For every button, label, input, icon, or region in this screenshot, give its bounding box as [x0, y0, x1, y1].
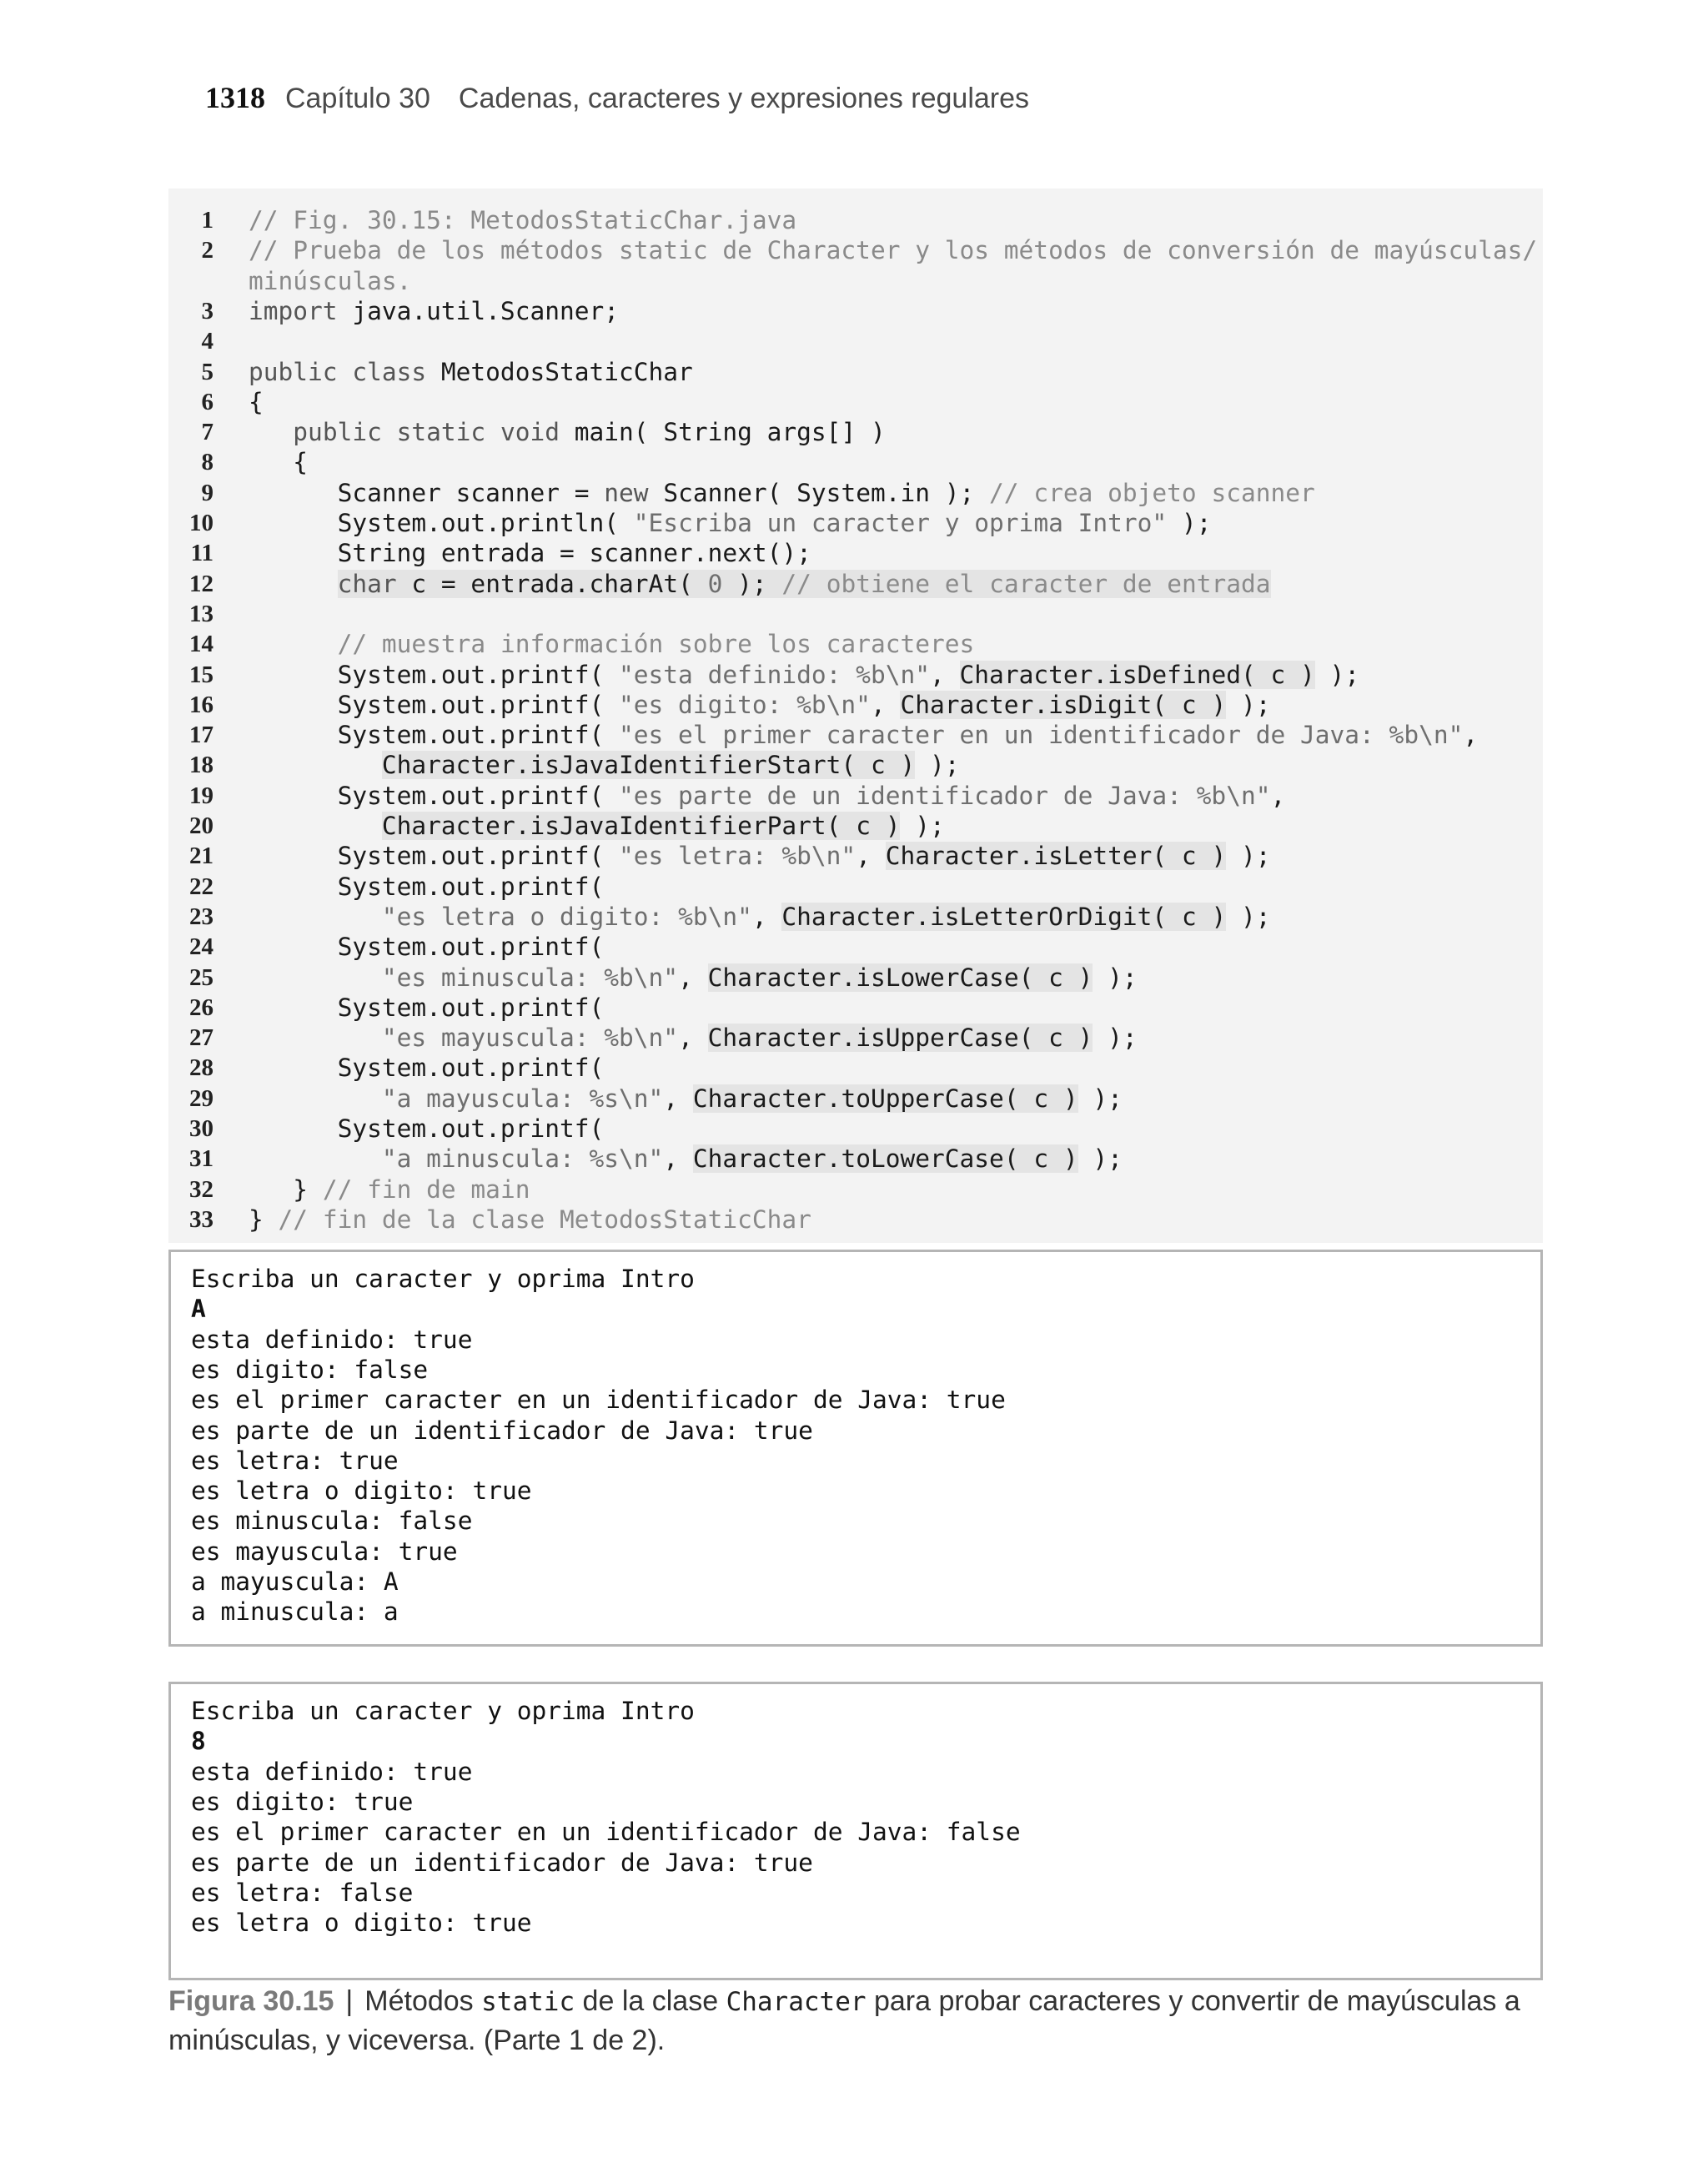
code-token: System.out.printf(: [249, 690, 620, 719]
line-code: [249, 841, 1271, 871]
line-number: 33: [189, 1205, 214, 1233]
figure-caption: [168, 1982, 1553, 2060]
code-line: [168, 1053, 1543, 1083]
output-line: Escriba un caracter y oprima Intro: [191, 1265, 695, 1293]
code-line: [168, 296, 1543, 326]
code-line: [168, 417, 1543, 447]
line-code: [249, 811, 945, 841]
code-token: [249, 418, 293, 446]
code-token: "es el primer caracter en un identificador de Java: %b\n": [619, 721, 1464, 750]
code-token: [249, 751, 382, 779]
line-number: 16: [189, 691, 214, 718]
code-line: [168, 993, 1543, 1023]
output-line: es el primer caracter en un identificador de Java: false: [191, 1818, 1021, 1847]
line-number: 19: [189, 782, 214, 809]
line-code: [249, 387, 264, 417]
code-token: System.out.printf(: [249, 933, 605, 962]
code-token: System.out.printf(: [249, 842, 620, 871]
code-token: );: [1226, 902, 1271, 931]
code-line: [168, 357, 1543, 387]
code-token: );: [1226, 690, 1271, 719]
code-token: 0: [707, 569, 723, 598]
code-token: [249, 963, 382, 992]
code-token: "es parte de un identificador de Java: %b\n": [619, 781, 1271, 810]
output-line: a mayuscula: A: [191, 1567, 399, 1596]
line-number: 31: [189, 1145, 214, 1173]
caption-text: para probar caracteres y convertir de mayúsculas a minúsculas, y viceversa. (Parte 1 de 2).: [168, 1985, 1520, 2056]
code-token: c = entrada.charAt(: [411, 569, 708, 598]
code-token: );: [1226, 842, 1271, 871]
caption-code-static: static: [481, 1987, 575, 2017]
code-token: [249, 812, 382, 840]
code-token: "a minuscula: %s\n": [381, 1144, 664, 1174]
line-number: 5: [201, 358, 214, 385]
code-line: [168, 872, 1543, 902]
code-token: System.out.printf(: [249, 1114, 605, 1143]
code-token: ,: [751, 902, 782, 931]
code-line: [168, 811, 1543, 841]
code-token: Character.isLetter( c ): [885, 842, 1227, 871]
line-number: 26: [189, 993, 214, 1021]
code-line: [168, 1114, 1543, 1144]
chapter-title: Cadenas, caracteres y expresiones regulares: [458, 83, 1030, 114]
code-token: Character.isDigit( c ): [900, 690, 1227, 719]
line-code: [249, 720, 1478, 750]
code-token: );: [900, 812, 945, 840]
code-token: Character.isJavaIdentifierStart( c ): [381, 751, 916, 780]
code-token: "Escriba un caracter y oprima Intro": [633, 509, 1168, 537]
code-listing: [168, 189, 1543, 1243]
line-number: 6: [201, 388, 214, 415]
code-token: );: [1093, 1024, 1138, 1053]
line-code: [249, 963, 1138, 993]
code-token: ,: [663, 1144, 693, 1174]
code-token: Character.isDefined( c ): [959, 660, 1315, 689]
program-output-1: [168, 1250, 1543, 1647]
code-token: // muestra información sobre los caracteres: [337, 630, 975, 659]
code-line: [168, 1175, 1543, 1205]
code-token: );: [915, 751, 960, 780]
code-token: Character.toLowerCase( c ): [692, 1144, 1078, 1174]
line-code: [249, 781, 1285, 811]
line-number: 17: [189, 722, 214, 749]
line-number: 15: [189, 661, 214, 688]
code-token: );: [1078, 1144, 1123, 1174]
code-token: Scanner( System.in );: [663, 478, 990, 507]
code-token: ,: [678, 963, 708, 992]
line-code: [249, 690, 1271, 720]
code-line: [168, 660, 1543, 690]
line-code: [249, 1144, 1123, 1174]
line-number: 14: [189, 631, 214, 658]
line-code: [249, 417, 886, 447]
code-token: ,: [678, 1024, 708, 1053]
line-number: 8: [201, 449, 214, 476]
code-token: System.out.printf(: [249, 1054, 605, 1083]
line-code: [249, 357, 693, 387]
code-line: [168, 963, 1543, 993]
line-number: 30: [189, 1115, 214, 1142]
code-line: [168, 205, 1543, 235]
code-token: );: [1093, 963, 1138, 992]
code-line: [168, 1023, 1543, 1053]
line-code: [249, 447, 308, 477]
user-input-line: A: [191, 1295, 206, 1324]
page-number: 1318: [205, 81, 265, 114]
code-token: // crea objeto scanner: [989, 478, 1315, 507]
code-token: );: [1167, 509, 1212, 537]
code-token: char: [337, 569, 412, 598]
code-line: [168, 326, 1543, 356]
code-token: "es letra o digito: %b\n": [381, 902, 752, 931]
code-token: ,: [930, 660, 960, 689]
output-line: es minuscula: false: [191, 1506, 473, 1536]
output-line: es parte de un identificador de Java: true: [191, 1848, 813, 1877]
code-line: [168, 750, 1543, 780]
line-number: 24: [189, 933, 214, 961]
output-line: es letra: true: [191, 1446, 399, 1475]
code-token: [249, 630, 338, 658]
line-number: 3: [201, 297, 214, 324]
line-code: [249, 538, 811, 568]
code-line: [168, 447, 1543, 477]
code-token: );: [1078, 1084, 1123, 1113]
code-token: java.util.Scanner;: [352, 296, 620, 325]
line-number: 13: [189, 600, 214, 627]
line-number: 23: [189, 903, 214, 930]
output-line: es el primer caracter en un identificador de Java: true: [191, 1386, 1006, 1415]
code-line: [168, 266, 1543, 296]
caption-text: de la clase: [575, 1985, 726, 2017]
code-line: [168, 841, 1543, 871]
line-number: 28: [189, 1054, 214, 1082]
line-code: [249, 205, 796, 235]
output-line: es letra: false: [191, 1878, 414, 1907]
line-code: [249, 478, 1315, 508]
output-line: esta definido: true: [191, 1325, 473, 1354]
code-token: System.out.printf(: [249, 721, 620, 750]
figure-label: Figura 30.15: [168, 1985, 334, 2017]
code-line: [168, 599, 1543, 629]
code-token: Character.isUpperCase( c ): [707, 1024, 1093, 1053]
code-token: [249, 1084, 382, 1113]
code-token: ,: [663, 1084, 693, 1113]
code-token: }: [249, 1175, 323, 1204]
line-code: [249, 235, 1537, 265]
line-code: [249, 1053, 604, 1083]
code-line: [168, 235, 1543, 265]
code-line: [168, 508, 1543, 538]
line-code: [249, 1023, 1138, 1053]
code-token: Scanner scanner =: [249, 478, 605, 507]
line-code: [249, 296, 619, 326]
line-code: [249, 902, 1271, 932]
output-line: es digito: true: [191, 1787, 414, 1816]
code-token: [249, 1024, 382, 1052]
code-token: }: [249, 1205, 279, 1234]
code-token: [249, 1144, 382, 1173]
code-token: System.out.printf(: [249, 993, 605, 1022]
line-number: 18: [189, 752, 214, 779]
line-code: [249, 872, 604, 902]
line-number: 25: [189, 963, 214, 991]
code-line: [168, 387, 1543, 417]
code-token: "a mayuscula: %s\n": [381, 1084, 664, 1113]
code-line: [168, 478, 1543, 508]
output-line: es digito: false: [191, 1355, 429, 1384]
code-token: [249, 570, 338, 598]
code-token: ,: [870, 690, 901, 719]
line-number: 10: [189, 510, 214, 536]
line-code: [249, 1084, 1123, 1114]
code-line: [168, 932, 1543, 962]
line-code: [249, 629, 974, 659]
output-line: es mayuscula: true: [191, 1537, 458, 1566]
line-code: [249, 569, 1271, 599]
code-line: [168, 1144, 1543, 1174]
page-header: [205, 80, 1029, 115]
code-line: [168, 629, 1543, 659]
caption-separator: |: [345, 1985, 354, 2017]
code-token: main( String args[] ): [574, 418, 886, 447]
code-token: ,: [856, 842, 886, 871]
line-number: 11: [190, 540, 214, 567]
code-token: {: [249, 387, 264, 416]
output-line: es parte de un identificador de Java: true: [191, 1416, 813, 1445]
line-number: 1: [201, 207, 214, 234]
code-token: // fin de main: [322, 1175, 530, 1204]
line-number: 32: [189, 1175, 214, 1203]
line-number: 22: [189, 873, 214, 900]
output-line: es letra o digito: true: [191, 1476, 532, 1506]
code-token: Character.isJavaIdentifierPart( c ): [381, 812, 901, 840]
code-token: "es mayuscula: %b\n": [381, 1024, 679, 1053]
code-token: [249, 903, 382, 931]
user-input-line: 8: [191, 1727, 206, 1756]
code-token: // obtiene el caracter de entrada: [781, 569, 1271, 598]
line-number: 29: [189, 1084, 214, 1112]
code-token: new: [604, 478, 664, 507]
code-token: "es digito: %b\n": [619, 690, 871, 719]
line-code: [249, 993, 604, 1023]
output-line: esta definido: true: [191, 1757, 473, 1786]
line-number: 27: [189, 1024, 214, 1052]
code-token: // fin de la clase MetodosStaticChar: [278, 1205, 811, 1234]
line-code: [249, 1114, 604, 1144]
code-token: String entrada = scanner.next();: [249, 539, 811, 568]
code-token: // Prueba de los métodos static de Character y los métodos de conversión de mayúsculas/: [249, 236, 1538, 265]
code-line: [168, 690, 1543, 720]
program-output-2: [168, 1682, 1543, 1980]
caption-text: Métodos: [364, 1985, 482, 2017]
output-line: Escriba un caracter y oprima Intro: [191, 1697, 695, 1725]
code-token: Character.toUpperCase( c ): [692, 1084, 1078, 1113]
line-number: 2: [201, 237, 214, 264]
code-token: System.out.printf(: [249, 781, 620, 810]
line-code: [249, 266, 411, 296]
code-token: ,: [1270, 781, 1286, 810]
code-line: [168, 781, 1543, 811]
code-line: [168, 538, 1543, 568]
code-token: System.out.printf(: [249, 660, 620, 689]
code-token: "es letra: %b\n": [619, 842, 857, 871]
line-code: [249, 1175, 530, 1205]
line-number: 12: [189, 570, 214, 597]
code-token: minúsculas.: [249, 266, 412, 295]
code-token: ,: [1463, 721, 1479, 750]
code-token: public static void: [293, 418, 575, 447]
code-line: [168, 720, 1543, 750]
code-token: );: [722, 569, 782, 598]
line-number: 4: [201, 328, 214, 355]
code-token: "esta definido: %b\n": [619, 660, 930, 689]
code-token: "es minuscula: %b\n": [381, 963, 679, 992]
code-token: System.out.println(: [249, 509, 634, 537]
code-token: // Fig. 30.15: MetodosStaticChar.java: [249, 206, 797, 234]
line-number: 7: [201, 419, 214, 446]
code-token: Character.isLetterOrDigit( c ): [781, 902, 1227, 931]
code-token: System.out.printf(: [249, 872, 605, 901]
code-token: import: [249, 296, 353, 325]
line-code: [249, 660, 1359, 690]
line-number: 9: [201, 479, 214, 506]
output-line: es letra o digito: true: [191, 1909, 532, 1938]
line-number: 20: [189, 812, 214, 839]
line-code: [249, 508, 1211, 538]
code-token: {: [249, 448, 309, 477]
output-line: a minuscula: a: [191, 1597, 399, 1627]
code-token: Character.isLowerCase( c ): [707, 963, 1093, 992]
code-token: );: [1314, 660, 1360, 689]
code-token: public class: [249, 357, 441, 386]
line-code: [249, 932, 604, 962]
line-number: 21: [189, 843, 214, 870]
line-code: [249, 1205, 811, 1235]
code-token: MetodosStaticChar: [440, 357, 693, 386]
code-line: [168, 1084, 1543, 1114]
caption-code-character: Character: [726, 1987, 867, 2017]
code-line: [168, 1205, 1543, 1235]
code-line: [168, 902, 1543, 932]
code-line: [168, 569, 1543, 599]
chapter-label: Capítulo 30: [285, 83, 430, 114]
line-code: [249, 750, 960, 780]
